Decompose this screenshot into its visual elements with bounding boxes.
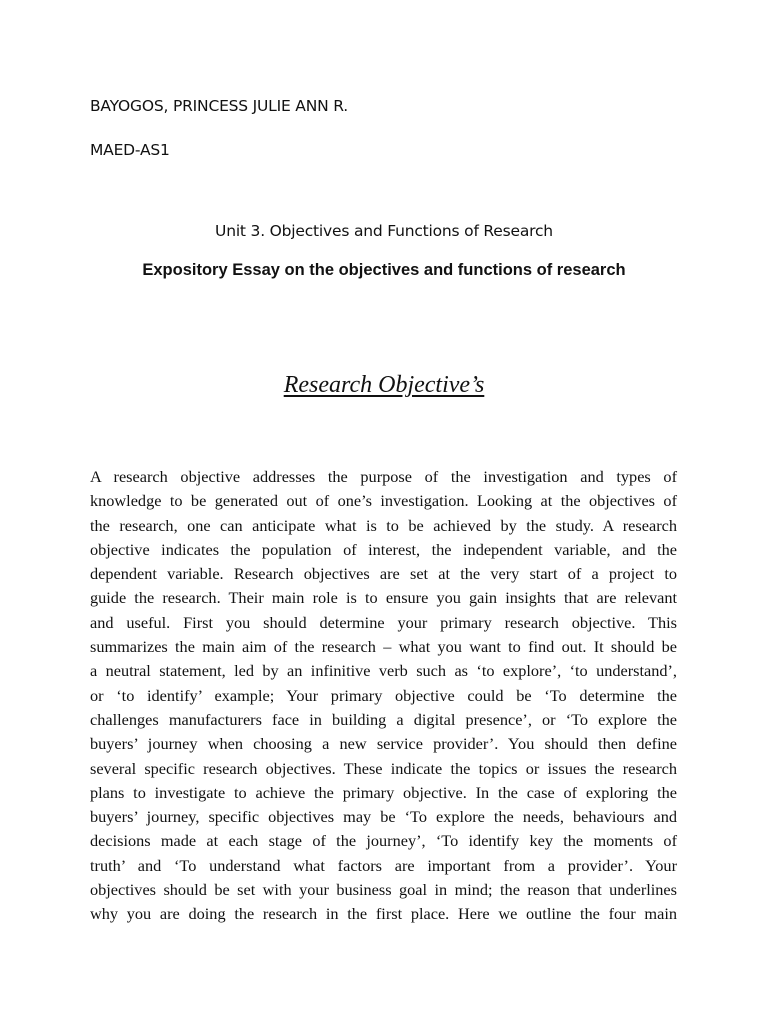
paragraph-line: objectives should be set with your business goal in mind; the reason that underlines — [90, 880, 677, 900]
paragraph-line: a neutral statement, led by an infinitive verb such as ‘to explore’, ‘to understand’, — [90, 661, 677, 681]
body-paragraph — [90, 465, 677, 927]
unit-title: Unit 3. Objectives and Functions of Research — [215, 222, 553, 240]
paragraph-line: truth’ and ‘To understand what factors are important from a provider’. Your — [90, 855, 677, 875]
paragraph-line: challenges manufacturers face in building a digital presence’, or ‘To explore the — [90, 709, 677, 729]
paragraph-line: objective indicates the population of interest, the independent variable, and the — [90, 539, 677, 559]
essay-subtitle: Expository Essay on the objectives and functions of research — [142, 261, 626, 279]
paragraph-line: why you are doing the research in the first place. Here we outline the four main — [90, 904, 677, 924]
section-heading: Research Objective’s — [283, 372, 485, 398]
paragraph-line: decisions made at each stage of the journey’, ‘To identify key the moments of — [90, 831, 677, 851]
paragraph-line: buyers’ journey, specific objectives may be ‘To explore the needs, behaviours and — [90, 807, 677, 827]
paragraph-line: knowledge to be generated out of one’s investigation. Looking at the objectives of — [90, 491, 677, 511]
paragraph-line: A research objective addresses the purpose of the investigation and types of — [90, 467, 677, 486]
paragraph-line: several specific research objectives. These indicate the topics or issues the research — [90, 758, 677, 778]
paragraph-line: and useful. First you should determine your primary research objective. This — [90, 612, 677, 632]
paragraph-line: the research, one can anticipate what is to be achieved by the study. A research — [90, 515, 677, 535]
paragraph-line: or ‘to identify’ example; Your primary objective could be ‘To determine the — [90, 685, 677, 705]
paragraph-line: guide the research. Their main role is to ensure you gain insights that are relevant — [90, 588, 677, 608]
author-name: BAYOGOS, PRINCESS JULIE ANN R. — [90, 97, 348, 115]
paragraph-line: plans to investigate to achieve the primary objective. In the case of exploring the — [90, 782, 677, 802]
paragraph-line: summarizes the main aim of the research – what you want to find out. It should be — [90, 637, 677, 657]
paragraph-line: buyers’ journey when choosing a new service provider’. You should then define — [90, 734, 677, 754]
course-code: MAED-AS1 — [90, 141, 170, 159]
paragraph-line: dependent variable. Research objectives are set at the very start of a project to — [90, 564, 677, 584]
